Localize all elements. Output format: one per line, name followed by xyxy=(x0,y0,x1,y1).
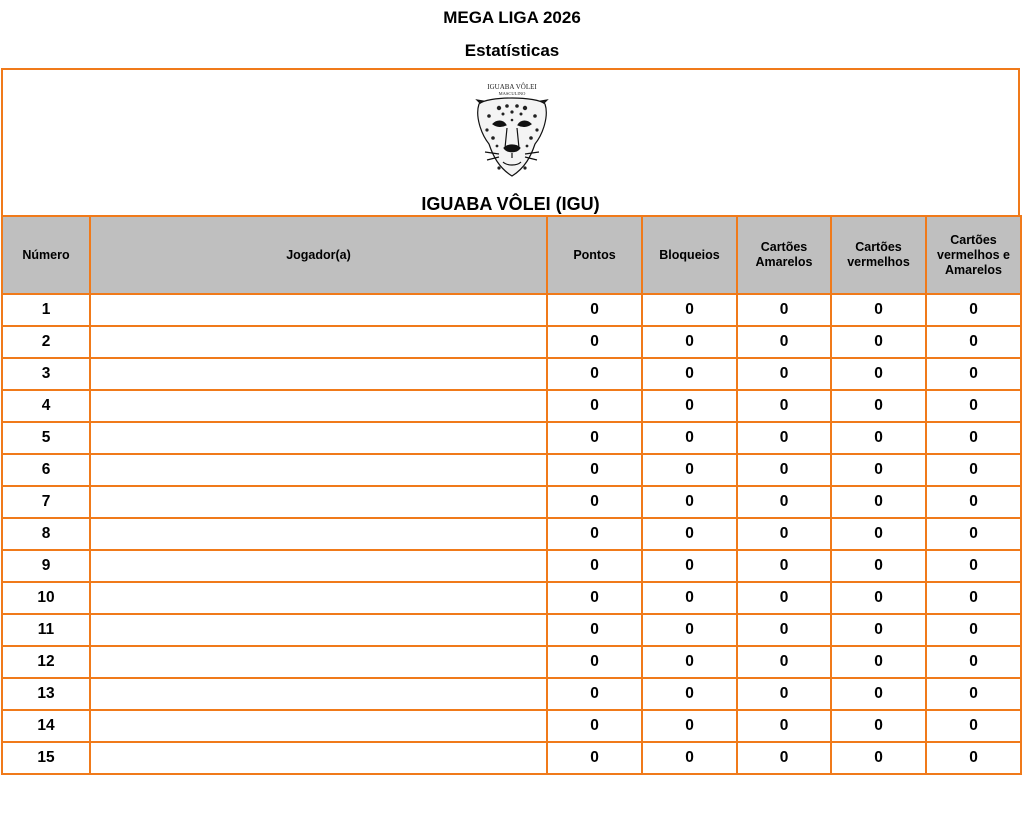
cell-numero: 15 xyxy=(2,742,90,774)
col-header-jogador: Jogador(a) xyxy=(90,216,547,294)
cell-cartoes-vermelhos-amarelos: 0 xyxy=(926,486,1021,518)
table-row xyxy=(2,582,1021,614)
cell-numero: 10 xyxy=(2,582,90,614)
cell-cartoes-amarelos: 0 xyxy=(737,326,831,358)
cell-numero: 9 xyxy=(2,550,90,582)
cell-cartoes-vermelhos-amarelos: 0 xyxy=(926,646,1021,678)
cell-cartoes-vermelhos: 0 xyxy=(831,422,926,454)
cell-bloqueios: 0 xyxy=(642,582,737,614)
cell-jogador[interactable] xyxy=(90,646,547,678)
table-row xyxy=(2,518,1021,550)
cell-cartoes-vermelhos: 0 xyxy=(831,486,926,518)
cell-numero: 5 xyxy=(2,422,90,454)
cell-cartoes-vermelhos: 0 xyxy=(831,710,926,742)
cell-jogador[interactable] xyxy=(90,550,547,582)
cell-numero: 14 xyxy=(2,710,90,742)
cell-cartoes-amarelos: 0 xyxy=(737,486,831,518)
cell-cartoes-amarelos: 0 xyxy=(737,454,831,486)
table-row xyxy=(2,294,1021,326)
table-row xyxy=(2,454,1021,486)
col-header-pontos: Pontos xyxy=(547,216,642,294)
cell-cartoes-vermelhos-amarelos: 0 xyxy=(926,742,1021,774)
cell-pontos: 0 xyxy=(547,742,642,774)
cell-bloqueios: 0 xyxy=(642,742,737,774)
cell-bloqueios: 0 xyxy=(642,294,737,326)
table-row xyxy=(2,614,1021,646)
cell-jogador[interactable] xyxy=(90,358,547,390)
cell-cartoes-amarelos: 0 xyxy=(737,294,831,326)
stats-table xyxy=(1,215,1022,775)
table-row xyxy=(2,486,1021,518)
cell-numero: 4 xyxy=(2,390,90,422)
cell-cartoes-amarelos: 0 xyxy=(737,422,831,454)
cell-jogador[interactable] xyxy=(90,294,547,326)
logo-text-line2: MASCULINO xyxy=(498,91,526,96)
cell-jogador[interactable] xyxy=(90,614,547,646)
cell-cartoes-vermelhos: 0 xyxy=(831,390,926,422)
cell-pontos: 0 xyxy=(547,326,642,358)
table-row xyxy=(2,358,1021,390)
cell-jogador[interactable] xyxy=(90,582,547,614)
cell-cartoes-vermelhos: 0 xyxy=(831,518,926,550)
cell-pontos: 0 xyxy=(547,422,642,454)
cell-cartoes-vermelhos-amarelos: 0 xyxy=(926,614,1021,646)
stats-table-body xyxy=(2,294,1021,774)
cell-jogador[interactable] xyxy=(90,422,547,454)
cell-cartoes-vermelhos-amarelos: 0 xyxy=(926,678,1021,710)
team-name: IGUABA VÔLEI (IGU) xyxy=(421,194,600,214)
team-header xyxy=(1,68,1020,215)
cell-cartoes-vermelhos-amarelos: 0 xyxy=(926,358,1021,390)
cell-cartoes-vermelhos-amarelos: 0 xyxy=(926,294,1021,326)
cell-bloqueios: 0 xyxy=(642,486,737,518)
col-header-cartoes-amarelos: Cartões Amarelos xyxy=(737,216,831,294)
cell-bloqueios: 0 xyxy=(642,326,737,358)
cell-cartoes-amarelos: 0 xyxy=(737,614,831,646)
cell-cartoes-amarelos: 0 xyxy=(737,518,831,550)
page-subtitle: Estatísticas xyxy=(464,41,560,60)
cell-cartoes-amarelos: 0 xyxy=(737,646,831,678)
cell-cartoes-amarelos: 0 xyxy=(737,678,831,710)
table-row xyxy=(2,742,1021,774)
cell-jogador[interactable] xyxy=(90,390,547,422)
cell-cartoes-vermelhos-amarelos: 0 xyxy=(926,582,1021,614)
cell-bloqueios: 0 xyxy=(642,390,737,422)
cell-numero: 3 xyxy=(2,358,90,390)
cell-pontos: 0 xyxy=(547,454,642,486)
cell-cartoes-vermelhos-amarelos: 0 xyxy=(926,454,1021,486)
league-title: MEGA LIGA 2026 xyxy=(443,8,581,27)
table-header-row xyxy=(2,216,1021,294)
cell-cartoes-vermelhos: 0 xyxy=(831,742,926,774)
cell-cartoes-amarelos: 0 xyxy=(737,550,831,582)
cell-pontos: 0 xyxy=(547,678,642,710)
cell-cartoes-amarelos: 0 xyxy=(737,582,831,614)
cell-numero: 6 xyxy=(2,454,90,486)
table-row xyxy=(2,390,1021,422)
cell-jogador[interactable] xyxy=(90,454,547,486)
table-row xyxy=(2,326,1021,358)
table-row xyxy=(2,646,1021,678)
cell-bloqueios: 0 xyxy=(642,550,737,582)
cell-numero: 7 xyxy=(2,486,90,518)
cell-pontos: 0 xyxy=(547,358,642,390)
cell-cartoes-vermelhos: 0 xyxy=(831,678,926,710)
cell-bloqueios: 0 xyxy=(642,646,737,678)
cell-cartoes-vermelhos-amarelos: 0 xyxy=(926,710,1021,742)
cell-cartoes-vermelhos: 0 xyxy=(831,454,926,486)
cell-bloqueios: 0 xyxy=(642,710,737,742)
cell-cartoes-vermelhos: 0 xyxy=(831,294,926,326)
cell-bloqueios: 0 xyxy=(642,614,737,646)
cell-numero: 11 xyxy=(2,614,90,646)
cell-numero: 8 xyxy=(2,518,90,550)
col-header-numero: Número xyxy=(2,216,90,294)
cell-numero: 13 xyxy=(2,678,90,710)
col-header-bloqueios: Bloqueios xyxy=(642,216,737,294)
cell-bloqueios: 0 xyxy=(642,454,737,486)
cell-jogador[interactable] xyxy=(90,678,547,710)
cell-jogador[interactable] xyxy=(90,518,547,550)
col-header-cartoes-vermelhos-amarelos: Cartões vermelhos e Amarelos xyxy=(926,216,1021,294)
table-row xyxy=(2,678,1021,710)
cell-cartoes-amarelos: 0 xyxy=(737,742,831,774)
cell-pontos: 0 xyxy=(547,614,642,646)
cell-cartoes-vermelhos-amarelos: 0 xyxy=(926,550,1021,582)
cell-pontos: 0 xyxy=(547,390,642,422)
cell-cartoes-vermelhos: 0 xyxy=(831,582,926,614)
cell-bloqueios: 0 xyxy=(642,422,737,454)
cell-bloqueios: 0 xyxy=(642,518,737,550)
cell-jogador[interactable] xyxy=(90,486,547,518)
cell-numero: 1 xyxy=(2,294,90,326)
cell-cartoes-amarelos: 0 xyxy=(737,710,831,742)
cell-cartoes-vermelhos-amarelos: 0 xyxy=(926,326,1021,358)
logo-text-line1: IGUABA VÔLEI xyxy=(487,83,537,91)
col-header-cartoes-vermelhos: Cartões vermelhos xyxy=(831,216,926,294)
cell-cartoes-vermelhos: 0 xyxy=(831,358,926,390)
table-row xyxy=(2,422,1021,454)
cell-jogador[interactable] xyxy=(90,326,547,358)
cell-cartoes-vermelhos: 0 xyxy=(831,646,926,678)
cell-numero: 12 xyxy=(2,646,90,678)
cell-pontos: 0 xyxy=(547,486,642,518)
cell-pontos: 0 xyxy=(547,646,642,678)
jaguar-head-icon xyxy=(469,82,555,186)
cell-cartoes-vermelhos-amarelos: 0 xyxy=(926,518,1021,550)
cell-jogador[interactable] xyxy=(90,710,547,742)
table-row xyxy=(2,710,1021,742)
cell-pontos: 0 xyxy=(547,294,642,326)
cell-cartoes-vermelhos-amarelos: 0 xyxy=(926,422,1021,454)
cell-jogador[interactable] xyxy=(90,742,547,774)
cell-bloqueios: 0 xyxy=(642,358,737,390)
cell-cartoes-vermelhos: 0 xyxy=(831,614,926,646)
cell-pontos: 0 xyxy=(547,582,642,614)
cell-cartoes-vermelhos-amarelos: 0 xyxy=(926,390,1021,422)
table-row xyxy=(2,550,1021,582)
cell-pontos: 0 xyxy=(547,710,642,742)
cell-pontos: 0 xyxy=(547,518,642,550)
cell-pontos: 0 xyxy=(547,550,642,582)
cell-cartoes-vermelhos: 0 xyxy=(831,326,926,358)
cell-cartoes-vermelhos: 0 xyxy=(831,550,926,582)
cell-cartoes-amarelos: 0 xyxy=(737,390,831,422)
cell-bloqueios: 0 xyxy=(642,678,737,710)
cell-numero: 2 xyxy=(2,326,90,358)
cell-cartoes-amarelos: 0 xyxy=(737,358,831,390)
